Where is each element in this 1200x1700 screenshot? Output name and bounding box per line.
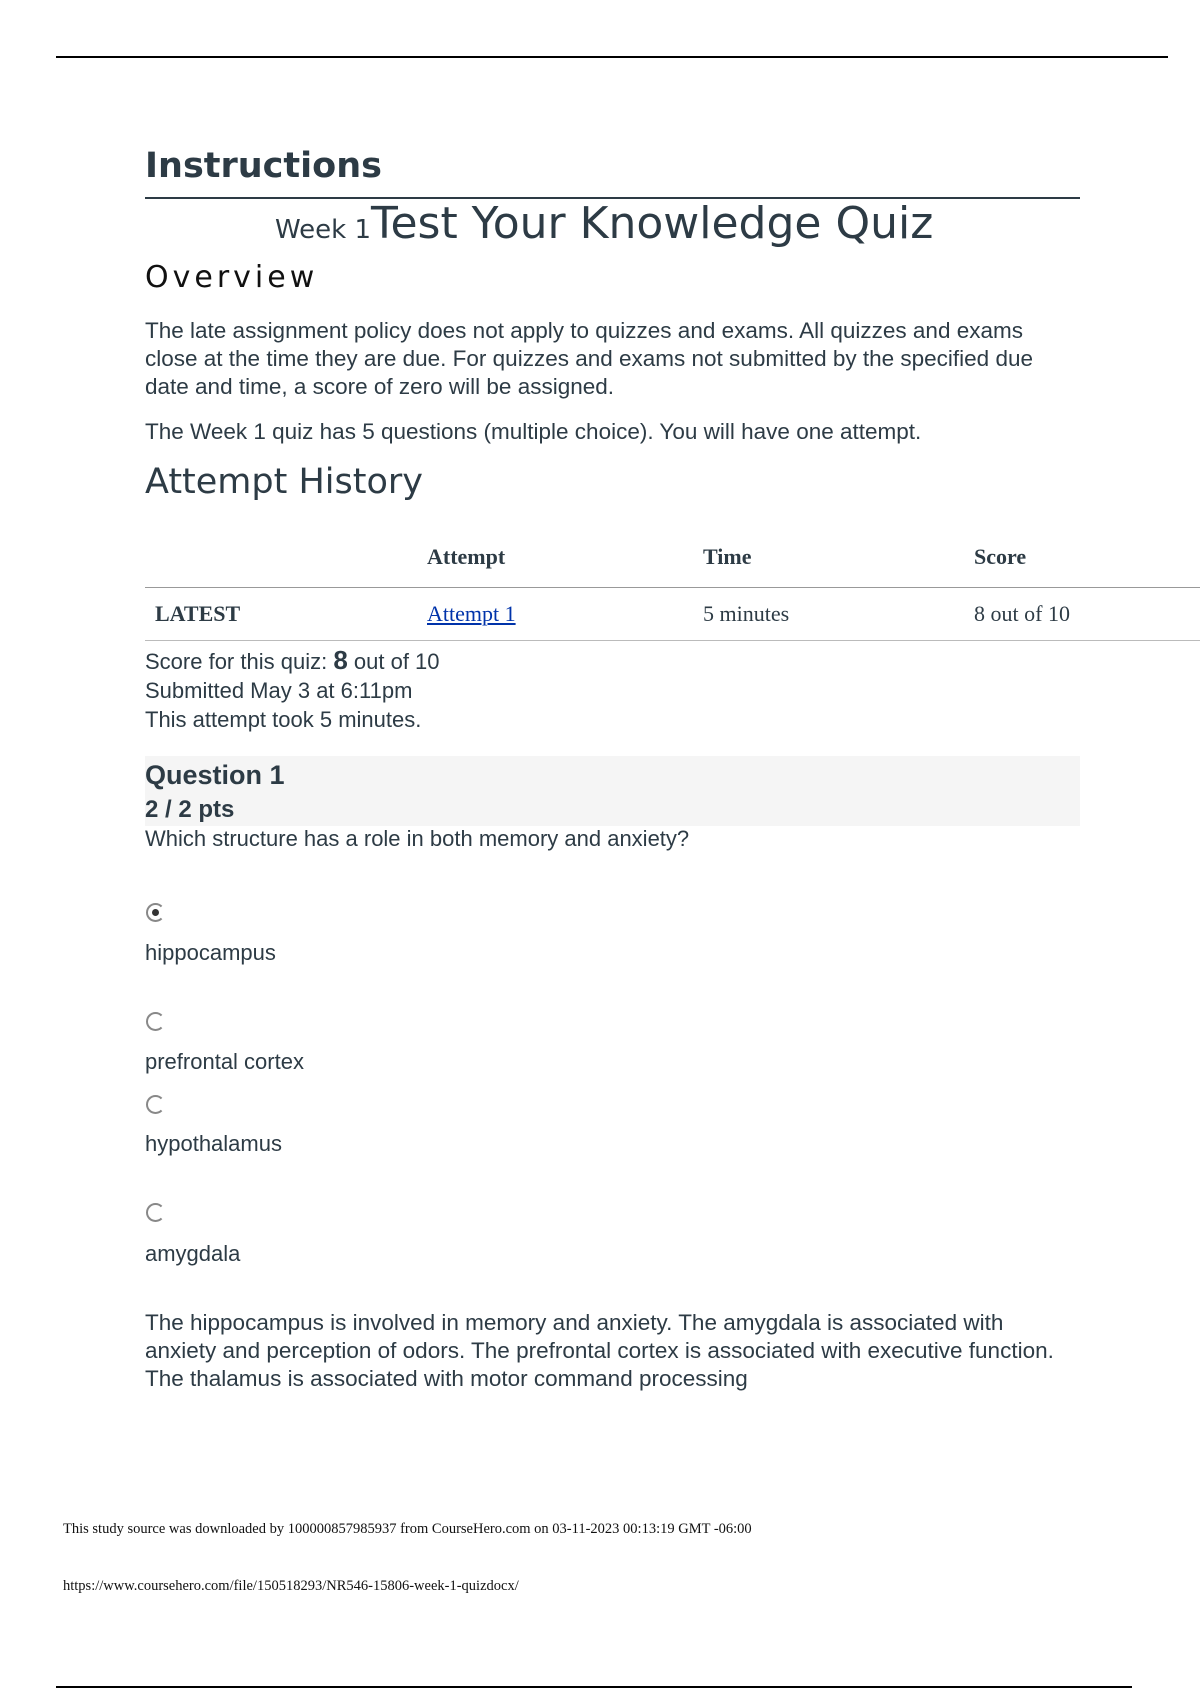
score-value: 8 (333, 645, 348, 675)
score-line (145, 646, 440, 676)
answer-radio-hypothalamus[interactable] (146, 1095, 165, 1114)
table-header-divider (145, 587, 1200, 588)
duration-line: This attempt took 5 minutes. (145, 707, 422, 732)
top-rule (56, 56, 1168, 58)
quiz-title-week: Week 1 (275, 215, 372, 245)
score-suffix: out of 10 (347, 649, 440, 674)
instructions-heading: Instructions (145, 146, 382, 186)
footer-source-url: https://www.coursehero.com/file/150518293/NR546-15806-week-1-quizdocx/ (63, 1578, 519, 1594)
answer-label-prefrontal-cortex: prefrontal cortex (145, 1049, 304, 1074)
quiz-title-main: Test Your Knowledge Quiz (371, 198, 934, 249)
answer-radio-amygdala[interactable] (146, 1203, 165, 1222)
quiz-summary (145, 646, 440, 734)
table-header-time: Time (703, 544, 752, 569)
footer-download-notice: This study source was downloaded by 100000857985937 from CourseHero.com on 03-11-2023 00:13:19 GMT -06:00 (63, 1521, 752, 1537)
score-prefix: Score for this quiz: (145, 649, 334, 674)
bottom-rule (56, 1686, 1132, 1688)
table-row-divider (145, 640, 1200, 641)
answer-radio-hippocampus[interactable] (146, 903, 165, 922)
question-title: Question 1 (145, 760, 285, 790)
answer-explanation: The hippocampus is involved in memory and anxiety. The amygdala is associated with anxiety and perception of odors. The prefrontal cortex is associated with executive function. The thalamus is associated with motor command processing (145, 1310, 1054, 1391)
table-row-time: 5 minutes (703, 601, 790, 626)
answer-label-hippocampus: hippocampus (145, 940, 276, 965)
question-text: Which structure has a role in both memory and anxiety? (145, 826, 690, 851)
question-points: 2 / 2 pts (145, 796, 235, 823)
table-header-score: Score (974, 544, 1027, 569)
answer-label-hypothalamus: hypothalamus (145, 1131, 282, 1156)
table-row-latest-label: LATEST (155, 601, 241, 626)
answer-radio-prefrontal-cortex[interactable] (146, 1012, 165, 1031)
table-header-attempt: Attempt (427, 544, 506, 569)
answer-label-amygdala: amygdala (145, 1241, 241, 1266)
table-row-score: 8 out of 10 (974, 601, 1070, 626)
attempt-history-heading: Attempt History (145, 462, 423, 502)
quiz-title (275, 198, 933, 249)
table-row-attempt-link[interactable] (427, 601, 516, 627)
attempt-1-link[interactable]: Attempt 1 (427, 601, 516, 626)
submitted-line: Submitted May 3 at 6:11pm (145, 678, 413, 703)
overview-paragraph-policy: The late assignment policy does not apply to quizzes and exams. All quizzes and exams close at the time they are due. For quizzes and exams not submitted by the specified due date and time, a score of zero will be assigned. (145, 318, 1033, 399)
overview-paragraph-quiz-info: The Week 1 quiz has 5 questions (multiple choice). You will have one attempt. (145, 419, 922, 444)
overview-heading: Overview (145, 260, 319, 295)
question-header (145, 756, 1080, 826)
